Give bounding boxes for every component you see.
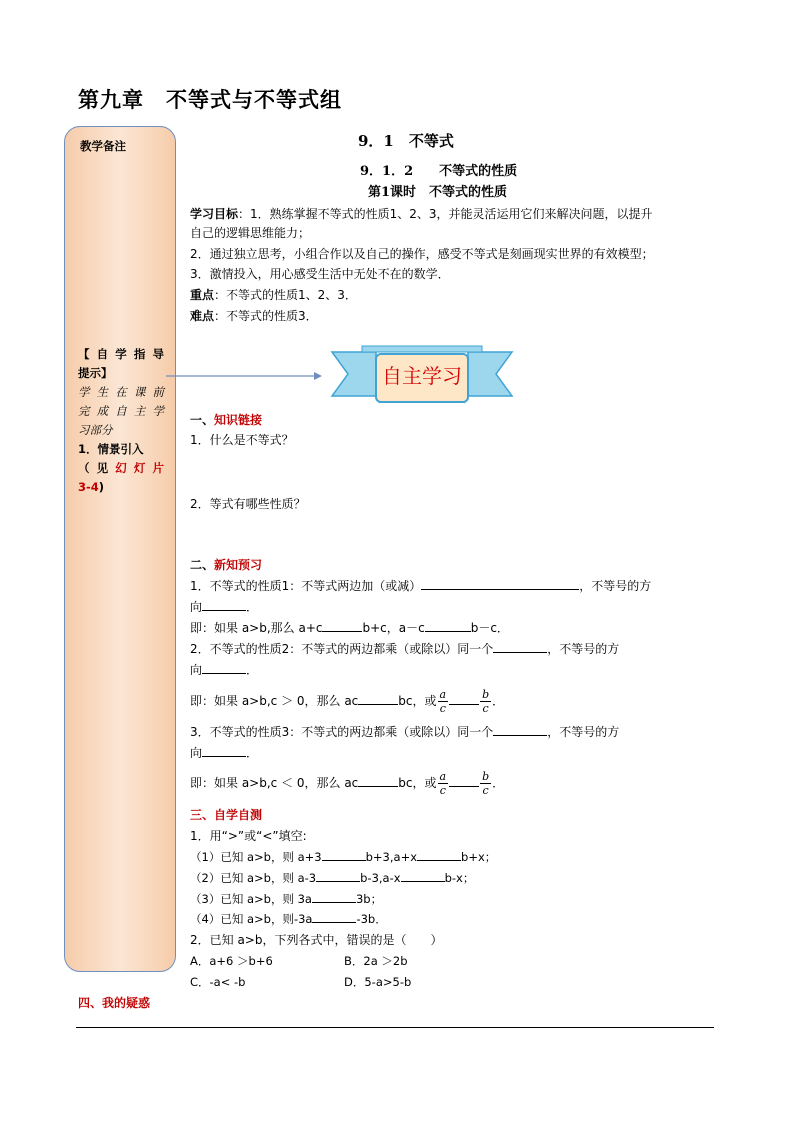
difficult-point-label: 难点 (190, 309, 215, 323)
part1-question1: 1．什么是不等式？ (190, 433, 294, 447)
sidebar-tip-line2: 提示】 (78, 366, 113, 380)
property2-line: 2．不等式的性质2：不等式的两边都乘（或除以）同一个 ，不等号的方 (190, 642, 620, 656)
difficult-point-text: ：不等式的性质3． (214, 309, 318, 323)
pointer-arrow (164, 370, 324, 382)
answer-blank[interactable] (322, 619, 362, 632)
property3-example: 即：如果 a>b,c ＜ 0，那么 ac bc，或 $\frac{a}{c}$ $\frac{b}{c}$ ． (190, 770, 505, 797)
property2-example: 即：如果 a>b,c ＞ 0，那么 ac bc，或 $\frac{a}{c}$ $\frac{b}{c}$ ． (190, 688, 505, 715)
part2-number: 二、 (190, 558, 215, 572)
answer-blank[interactable] (322, 848, 366, 861)
answer-blank[interactable] (493, 640, 547, 653)
sidebar-step-label: 1．情景引入 (78, 442, 144, 456)
answer-blank[interactable] (202, 744, 246, 757)
bottom-divider (76, 1027, 714, 1028)
part3-item4: （4）已知 a>b，则-3a -3b． (190, 912, 387, 926)
answer-blank[interactable] (425, 619, 471, 632)
answer-blank[interactable] (358, 774, 398, 787)
fraction-denominator: c (439, 702, 446, 715)
answer-blank[interactable] (312, 910, 356, 923)
part3-title: 自学自测 (214, 808, 263, 822)
part1-title: 知识链接 (214, 413, 263, 427)
property1-direction: 向 ． (190, 600, 259, 614)
part2-title: 新知预习 (214, 558, 263, 572)
sidebar-see: （见 (78, 461, 116, 475)
fraction-denominator: c (482, 784, 489, 797)
key-point (190, 286, 357, 304)
answer-blank[interactable] (401, 869, 445, 882)
property3-direction: 向 ． (190, 746, 259, 760)
objectives-line3: 2．通过独立思考，小组合作以及自己的操作，感受不等式是刻画现实世界的有效模型； (190, 247, 654, 261)
part3-item1: （1）已知 a>b，则 a+3 b+3,a+x b+x； (190, 850, 497, 864)
key-point-label: 重点 (190, 288, 215, 302)
answer-blank[interactable] (202, 598, 246, 611)
part1-question2: 2．等式有哪些性质？ (190, 497, 306, 511)
property1-line: 1．不等式的性质1：不等式两边加（或减） ，不等号的方 (190, 579, 652, 593)
fraction-denominator: c (482, 702, 489, 715)
part4-number: 四、 (78, 996, 103, 1010)
property2-direction: 向 ． (190, 663, 259, 677)
sidebar-tip-line1: 【自学指导 (78, 347, 164, 361)
part3-item3: （3）已知 a>b，则 3a 3b； (190, 892, 383, 906)
part3-heading (190, 806, 262, 823)
part4-heading (78, 994, 150, 1011)
answer-blank[interactable] (358, 692, 398, 705)
objectives-label: 学习目标 (190, 207, 239, 221)
answer-blank[interactable] (417, 848, 461, 861)
answer-blank[interactable] (316, 869, 360, 882)
sidebar-tip-text: 学生在课前 (78, 385, 164, 399)
part1-heading (190, 411, 262, 428)
lesson-title: 第1课时 不等式的性质 (368, 185, 508, 200)
objectives-line1 (190, 205, 653, 223)
answer-blank[interactable] (449, 774, 479, 787)
part3-number: 三、 (190, 808, 215, 822)
part1-number: 一、 (190, 413, 215, 427)
sidebar-guide (78, 345, 164, 497)
chapter-title: 第九章 不等式与不等式组 (78, 87, 342, 112)
subsection-title: 9．1．2 不等式的性质 (360, 164, 518, 179)
fraction-numerator: a (439, 770, 447, 783)
property1-example: 即：如果 a>b,那么 a+c b+c，a－c b－c． (190, 621, 509, 635)
section-title: 9．1 不等式 (358, 132, 454, 150)
answer-blank[interactable] (449, 692, 479, 705)
banner-text: 自主学习 (382, 364, 462, 388)
part2-heading (190, 556, 262, 573)
sidebar-tip-text: 完成自主学 (78, 404, 164, 418)
option-a[interactable]: A．a+6 ＞b+6 (190, 954, 273, 968)
answer-blank[interactable] (493, 723, 547, 736)
part3-question1: 1．用“>”或“<”填空: (190, 829, 307, 843)
sidebar-title: 教学备注 (80, 139, 126, 153)
fraction-numerator: a (439, 688, 447, 701)
option-b[interactable]: B．2a ＞2b (344, 954, 408, 968)
sidebar-see-close: ) (98, 480, 105, 494)
part3-question2: 2．已知 a>b，下列各式中，错误的是（ ） (190, 933, 443, 947)
part3-item2: （2）已知 a>b，则 a-3 b-3,a-x b-x； (190, 871, 475, 885)
key-point-text: ：不等式的性质1、2、3． (214, 288, 357, 302)
answer-blank[interactable] (421, 577, 579, 590)
objectives-line4: 3．激情投入，用心感受生活中无处不在的数学． (190, 267, 450, 281)
difficult-point (190, 307, 318, 325)
fraction-numerator: b (482, 770, 490, 783)
answer-blank[interactable] (202, 661, 246, 674)
option-c[interactable]: C．-a< -b (190, 975, 246, 989)
fraction-numerator: b (482, 688, 490, 701)
objectives-text: ：1．熟练掌握不等式的性质1、2、3，并能灵活运用它们来解决问题，以提升 (238, 207, 653, 221)
fraction-denominator: c (439, 784, 446, 797)
sidebar-slide-ref: 幻灯片 (115, 461, 164, 475)
answer-blank[interactable] (312, 890, 356, 903)
sidebar-slide-range: 3-4 (78, 480, 99, 494)
part4-title: 我的疑惑 (102, 996, 151, 1010)
objectives-line2: 自己的逻辑思维能力； (190, 226, 311, 240)
property3-line: 3．不等式的性质3：不等式的两边都乘（或除以）同一个 ，不等号的方 (190, 725, 620, 739)
option-d[interactable]: D．5-a>5-b (344, 975, 412, 989)
sidebar-tip-text: 习部分 (78, 423, 113, 437)
teaching-notes-sidebar (64, 126, 176, 972)
